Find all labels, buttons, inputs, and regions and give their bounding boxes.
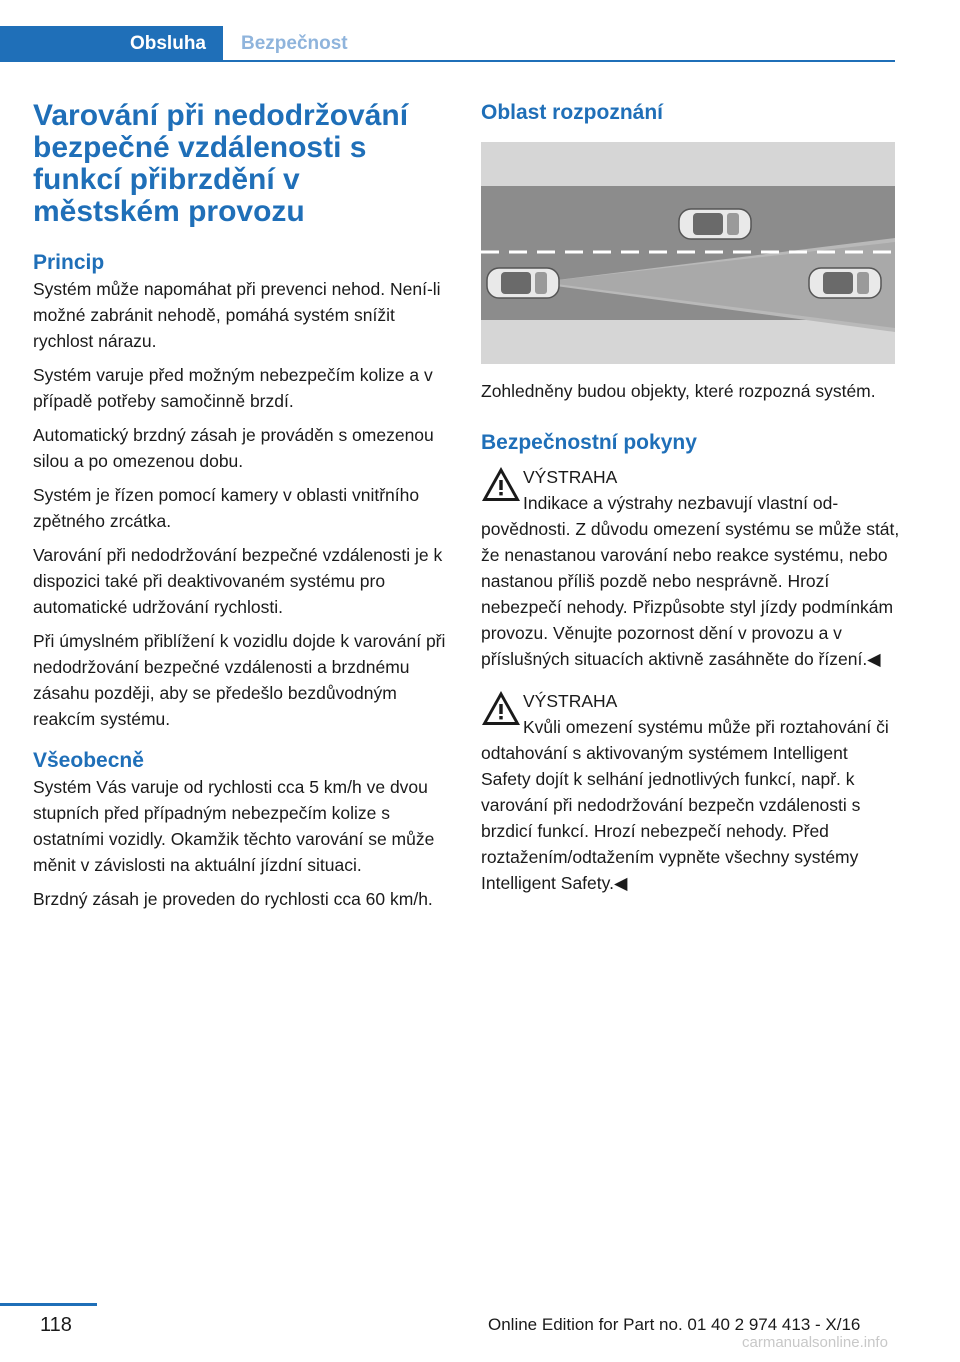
- car-icon: [809, 268, 881, 298]
- safety-heading: Bezpečnostní pokyny: [481, 431, 697, 454]
- warning-block: [481, 688, 901, 896]
- paragraph: Systém je řízen pomocí kamery v oblasti vnitřního zpětného zrcátka.: [33, 485, 420, 531]
- right-column: [481, 100, 901, 912]
- paragraph: Při úmyslném přiblížení k vozidlu dojde k varování při nedodržování bezpečné vzdálenosti a brzdnému zásahu později, aby se předešlo bezdůvodným reakcím systému.: [33, 631, 446, 729]
- warning-label: VÝSTRAHA: [523, 691, 618, 711]
- edition-info: Online Edition for Part no. 01 40 2 974 413 - X/16: [488, 1315, 861, 1334]
- paragraph: Automatický brzdný zásah je prováděn s omezenou silou a po omezenou dobu.: [33, 425, 434, 471]
- car-icon: [487, 268, 559, 298]
- warning-triangle-icon: [481, 466, 521, 502]
- car-icon: [679, 209, 751, 239]
- warning-label: VÝSTRAHA: [523, 467, 618, 487]
- section-heading: Všeobecně: [33, 749, 144, 772]
- tab-bezpecnost[interactable]: Bezpečnost: [241, 33, 348, 54]
- section-vseobecne: [33, 748, 453, 912]
- header-rule: [0, 60, 895, 62]
- warning-text: Kvůli omezení systému může při roztahování či odtahování s aktivovaným systémem Intelligent Safety dojít k selhání jednotlivých funkcí, např. k varování při nedodržování bezpečn vzdálenosti s brzdicí funkcí. Hrozí nebezpečí nehody. Před roztažením/odtažením vypněte všechny systémy Intelligent Safety.◀: [481, 717, 889, 893]
- paragraph: Brzdný zásah je proveden do rychlosti cca 60 km/h.: [33, 889, 433, 909]
- left-column: [33, 100, 453, 928]
- warning-text: Indikace a výstrahy nezbavují vlastní odpovědnosti. Z důvodu omezení systému se může stát, že nenastanou varování nebo reakce systému, nebo nastanou příliš pozdě nebo nesprávně. Hrozí nebezpečí nehody. Přizpůsobte styl jízdy podmínkám provozu. Věnujte pozornost dění v provozu a v příslušných situacích aktivně zasáhněte do řízení.◀: [481, 493, 900, 669]
- paragraph: Systém může napomáhat při prevenci nehod. Není-li možné zabránit nehodě, pomáhá systém snížit rychlost nárazu.: [33, 279, 441, 351]
- footer-rule: [0, 1303, 97, 1306]
- section-heading: Princip: [33, 251, 105, 274]
- warning-triangle-icon: [481, 690, 521, 726]
- section-princip: [33, 250, 453, 732]
- detection-area-figure: [481, 142, 895, 364]
- page-header: [0, 0, 960, 64]
- paragraph: Systém varuje před možným nebezpečím kolize a v případě potřeby samočinně brzdí.: [33, 365, 433, 411]
- watermark: carmanualsonline.info: [742, 1334, 888, 1351]
- paragraph: Varování při nedodržování bezpečné vzdálenosti je k dispozici také při deaktivovaném systému pro automatické udržování rychlosti.: [33, 545, 443, 617]
- page-title: Varování při nedodržování bezpečné vzdálenosti s funkcí přibrzdění v městském provozu: [33, 99, 409, 228]
- tab-obsluha[interactable]: Obsluha: [0, 26, 223, 62]
- figure-caption: Zohledněny budou objekty, které rozpozná systém.: [481, 381, 876, 401]
- figure-heading: Oblast rozpoznání: [481, 101, 664, 124]
- page-number: 118: [40, 1314, 72, 1336]
- paragraph: Systém Vás varuje od rychlosti cca 5 km/h ve dvou stupních před případným nebezpečím kolize s ostatními vozidly. Okamžik těchto varování se může měnit v závislosti na aktuální jízdní situaci.: [33, 777, 435, 875]
- road-illustration: [481, 142, 895, 364]
- warning-block: [481, 464, 901, 672]
